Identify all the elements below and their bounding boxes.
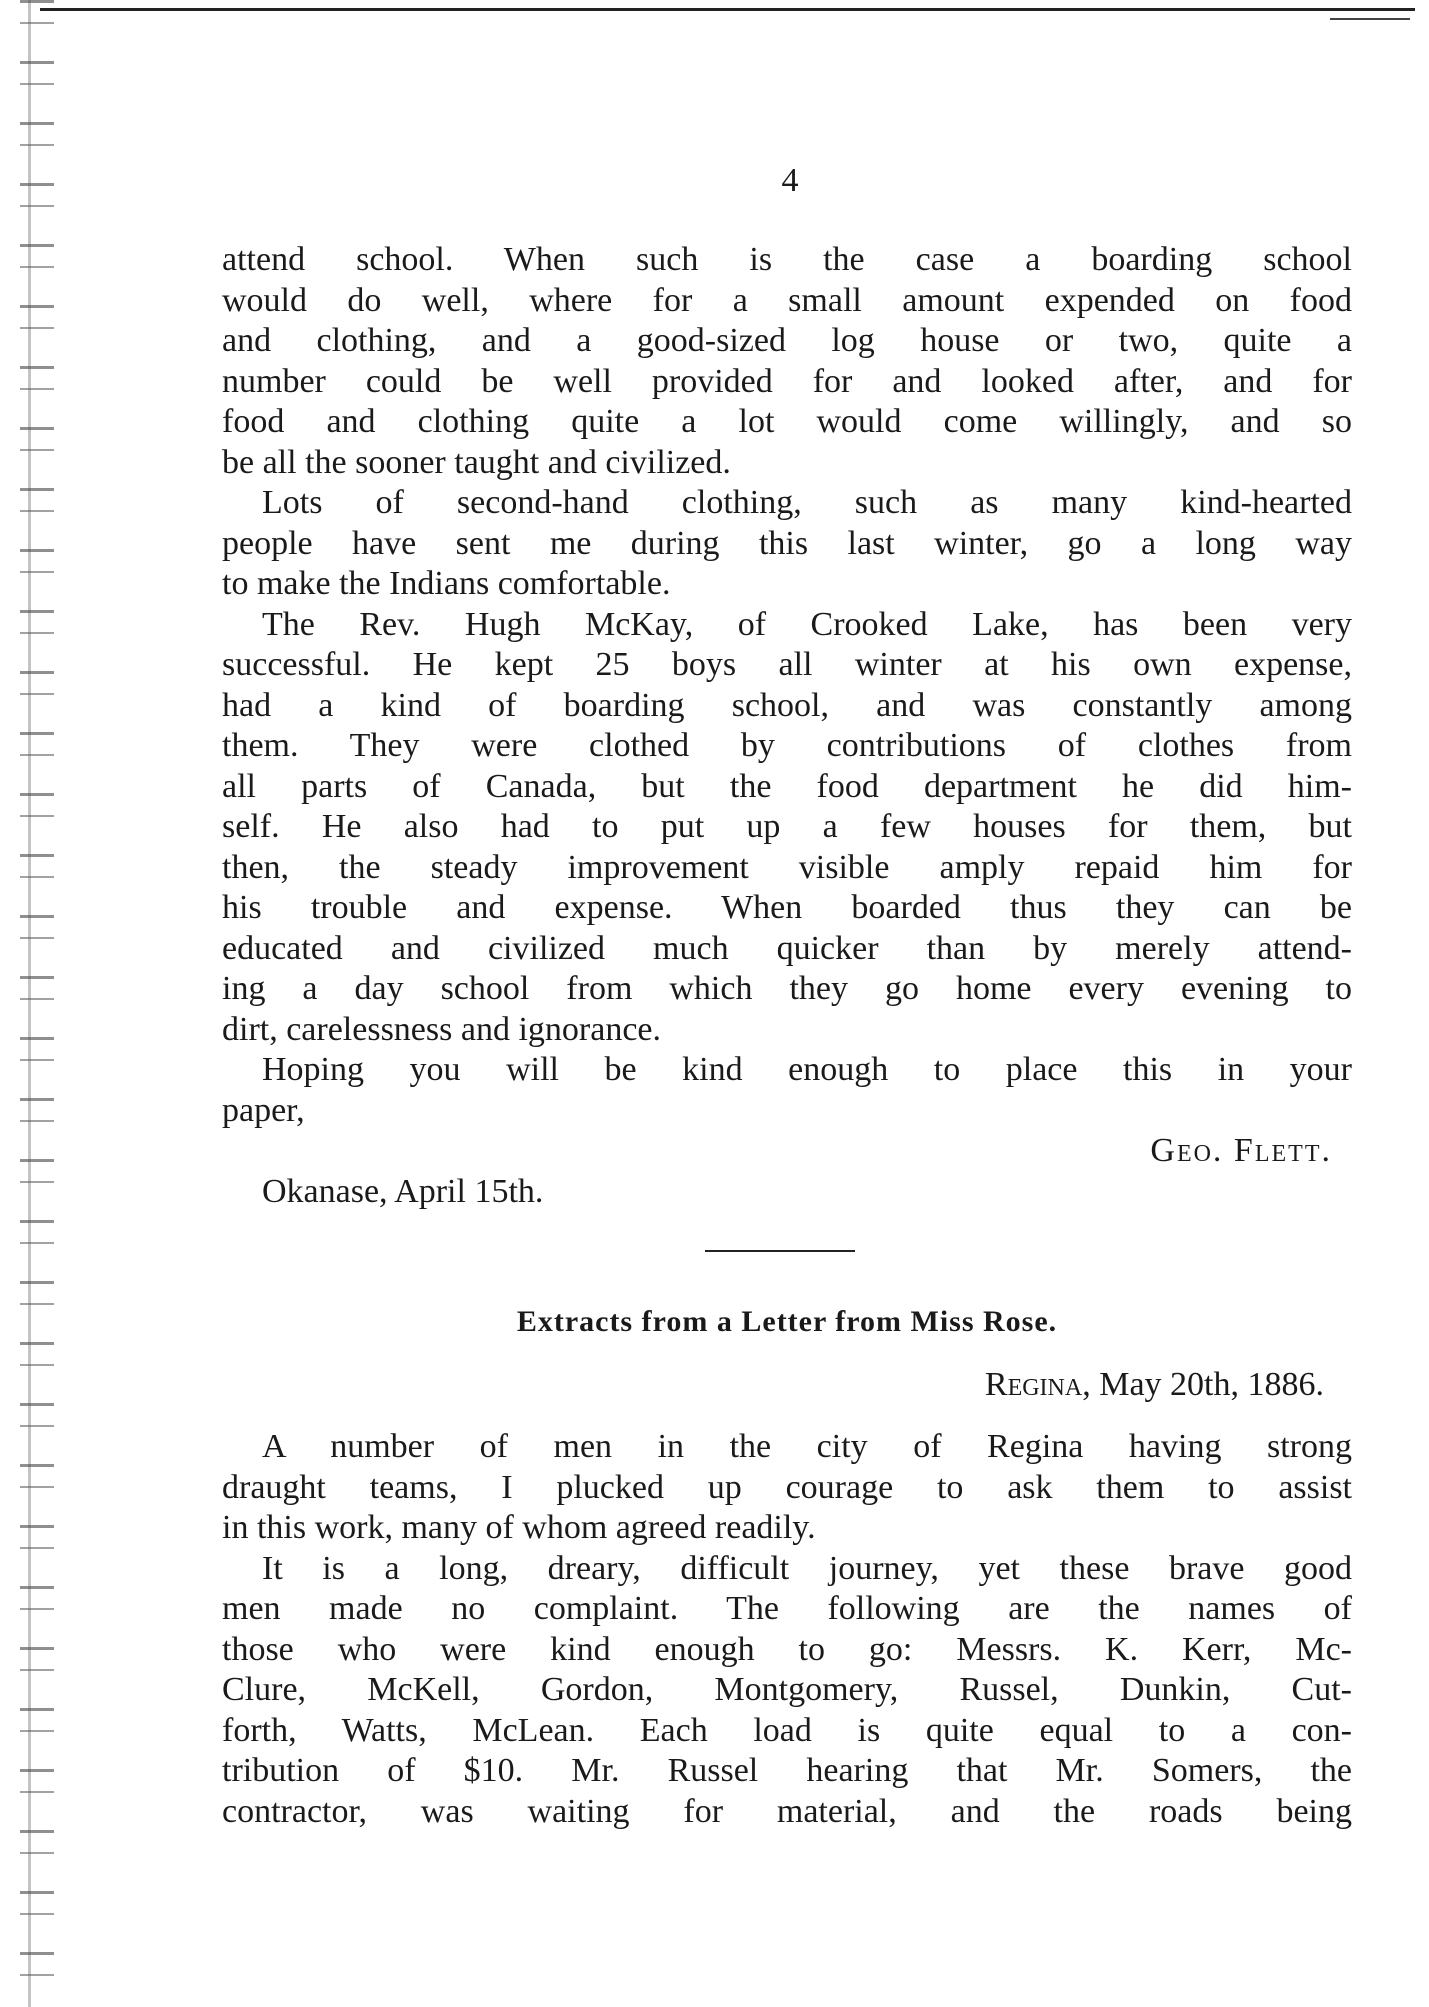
place-date: Okanase, April 15th. xyxy=(262,1172,544,1210)
binding-edge-marks xyxy=(20,0,54,2007)
text-line: men made no complaint. The following are the names of xyxy=(222,1590,1352,1627)
text-line: A number of men in the city of Regina having strong xyxy=(262,1428,1352,1465)
dateline xyxy=(222,1366,1324,1404)
text-line: number could be well provided for and looked after, and for xyxy=(222,362,1352,400)
text-line: to make the Indians comfortable. xyxy=(222,565,671,602)
text-line: ing a day school from which they go home every evening to xyxy=(222,970,1352,1007)
text-line: his trouble and expense. When boarded thus they can be xyxy=(222,889,1352,926)
text-line: It is a long, dreary, difficult journey, yet these brave good xyxy=(262,1549,1352,1587)
text-line: food and clothing quite a lot would come willingly, and so xyxy=(222,403,1352,440)
text-line: and clothing, and a good-sized log house or two, quite a xyxy=(222,322,1352,359)
binding-edge-line xyxy=(28,0,31,2007)
text-line: dirt, carelessness and ignorance. xyxy=(222,1010,661,1048)
text-line: forth, Watts, McLean. Each load is quite equal to a con- xyxy=(222,1711,1352,1749)
text-line: in this work, many of whom agreed readily. xyxy=(222,1509,816,1546)
section-title: Extracts from a Letter from Miss Rose. xyxy=(516,1305,1058,1338)
section-divider xyxy=(705,1250,855,1252)
text-line: people have sent me during this last winter, go a long way xyxy=(222,524,1352,562)
text-line: attend school. When such is the case a boarding school xyxy=(222,241,1352,278)
top-border-rule-tail xyxy=(1330,18,1410,20)
text-line: paper, xyxy=(222,1091,305,1129)
text-line: draught teams, I plucked up courage to ask them to assist xyxy=(222,1468,1352,1506)
text-line: contractor, was waiting for material, and the roads being xyxy=(222,1792,1352,1830)
text-line: Lots of second-hand clothing, such as many kind-hearted xyxy=(262,484,1352,521)
text-line: successful. He kept 25 boys all winter at his own expense, xyxy=(222,646,1352,683)
dateline-city: Regina xyxy=(984,1366,1083,1403)
dateline-date: , May 20th, 1886. xyxy=(1082,1366,1324,1403)
page-number: 4 xyxy=(781,162,799,199)
text-line: those who were kind enough to go: Messrs. K. Kerr, Mc- xyxy=(222,1630,1352,1668)
text-line: educated and civilized much quicker than by merely attend- xyxy=(222,929,1352,967)
text-line: tribution of $10. Mr. Russel hearing that Mr. Somers, the xyxy=(222,1752,1352,1789)
letter-1-body xyxy=(222,240,1352,1212)
text-line: had a kind of boarding school, and was constantly among xyxy=(222,686,1352,724)
letter-2-body xyxy=(222,1427,1352,1832)
text-line: The Rev. Hugh McKay, of Crooked Lake, has been very xyxy=(262,605,1352,643)
text-line: all parts of Canada, but the food department he did him- xyxy=(222,767,1352,805)
top-border-rule xyxy=(40,8,1415,11)
text-line: self. He also had to put up a few houses for them, but xyxy=(222,808,1352,845)
text-line: Clure, McKell, Gordon, Montgomery, Russel, Dunkin, Cut- xyxy=(222,1671,1352,1708)
text-line: then, the steady improvement visible amply repaid him for xyxy=(222,848,1352,886)
text-line: would do well, where for a small amount expended on food xyxy=(222,281,1352,319)
text-line: be all the sooner taught and civilized. xyxy=(222,443,731,481)
signature: Geo. Flett. xyxy=(1150,1132,1332,1169)
text-line: them. They were clothed by contributions of clothes from xyxy=(222,727,1352,764)
text-line: Hoping you will be kind enough to place this in your xyxy=(262,1051,1352,1088)
